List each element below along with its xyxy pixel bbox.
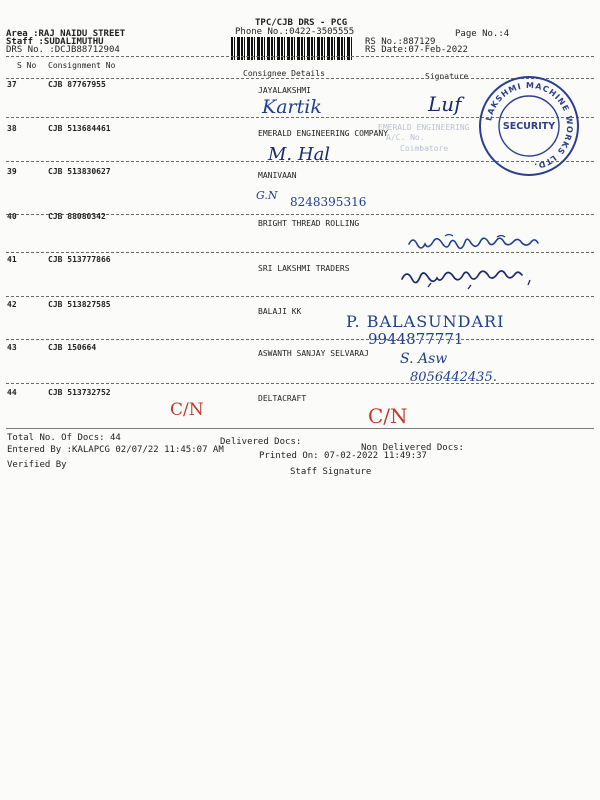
row-consignment: CJB 150664 [48,343,97,352]
column-header-consignment: Consignment No [48,61,116,70]
row-consignee: DELTACRAFT [258,394,307,403]
divider [6,339,594,340]
area-label: Area :RAJ NAIDU STREET [6,29,126,39]
staff-signature: Staff Signature [290,467,372,477]
row-consignee: BALAJI KK [258,307,302,316]
divider [6,296,594,297]
handwritten-receiver-name: P. BALASUNDARI [346,312,505,331]
handwritten-phone: 9944877771 [368,330,464,348]
stamp-center-text: SECURITY [502,121,556,132]
row-consignee: SRI LAKSHMI TRADERS [258,264,350,273]
row-sno: 37 [7,80,17,89]
table-row [0,343,600,387]
verified-by: Verified By [7,460,67,470]
row-consignment: CJB 88080342 [48,212,106,221]
handwritten-phone: 8248395316 [290,195,367,209]
divider [6,252,594,253]
row-sno: 44 [7,388,17,397]
row-consignee: MANIVAAN [258,171,297,180]
row-sno: 42 [7,300,17,309]
table-row [0,212,600,256]
row-sno: 39 [7,167,17,176]
row-consignment: CJB 513777866 [48,255,111,264]
company-seal-stamp [477,74,581,178]
phone-number: Phone No.:0422-3505555 [235,27,355,37]
row-consignment: CJB 87767955 [48,80,106,89]
handwritten-receiver-name: M. Hal [268,144,331,165]
rs-date: RS Date:07-Feb-2022 [365,45,468,55]
entered-by: Entered By :KALAPCG 02/07/22 11:45:07 AM [7,445,224,455]
row-consignee: ASWANTH SANJAY SELVARAJ [258,349,369,358]
handwritten-tamil-signature [398,265,548,291]
handwritten-phone: 8056442435. [410,370,497,385]
row-consignment: CJB 513827585 [48,300,111,309]
row-consignee: EMERALD ENGINEERING COMPANY [258,129,389,138]
document-title: TPC/CJB DRS - PCG [255,18,348,28]
drs-number: DRS No. :DCJB88712904 [6,45,120,55]
divider [6,56,594,57]
column-header-consignee: Consignee Details [243,69,325,78]
row-consignment: CJB 513830627 [48,167,111,176]
handwritten-receiver-name: Kartik [262,96,322,118]
stamp-ring-text: LAKSHMI MACHINE WORKS LTD. [484,80,575,171]
divider [6,428,594,429]
faded-stamp-line: EMERALD ENGINEERING [378,123,470,132]
row-consignment: CJB 513684461 [48,124,111,133]
printed-on: Printed On: 07-02-2022 11:49:37 [259,451,427,461]
row-consignee: JAYALAKSHMI [258,86,311,95]
row-consignment: CJB 513732752 [48,388,111,397]
handwritten-receiver-name: G.N [256,189,278,202]
handwritten-signature: Luf [428,92,462,116]
row-sno: 40 [7,212,17,221]
page-number: Page No.:4 [455,29,510,39]
row-sno: 41 [7,255,17,264]
handwritten-remark: C/N [368,404,408,428]
column-header-signature: Signature [425,72,469,81]
row-sno: 43 [7,343,17,352]
divider [6,383,594,384]
row-consignee: BRIGHT THREAD ROLLING [258,219,360,228]
handwritten-tamil-signature [405,232,555,254]
faded-stamp-line: A/C. No. [386,133,425,142]
table-row [0,388,600,432]
faded-stamp-line: Coimbatore [400,144,449,153]
total-docs: Total No. Of Docs: 44 [7,433,121,443]
handwritten-remark: C/N [170,400,204,420]
column-header-sno: S No [17,61,37,70]
handwritten-signature: S. Asw [400,351,448,367]
rs-number: RS No.:887129 [365,37,436,47]
row-sno: 38 [7,124,17,133]
staff-label: Staff :SUDALIMUTHU [6,37,104,47]
delivered-docs: Delivered Docs: [220,437,302,447]
non-delivered-docs: Non Delivered Docs: [361,443,464,453]
table-row [0,255,600,299]
